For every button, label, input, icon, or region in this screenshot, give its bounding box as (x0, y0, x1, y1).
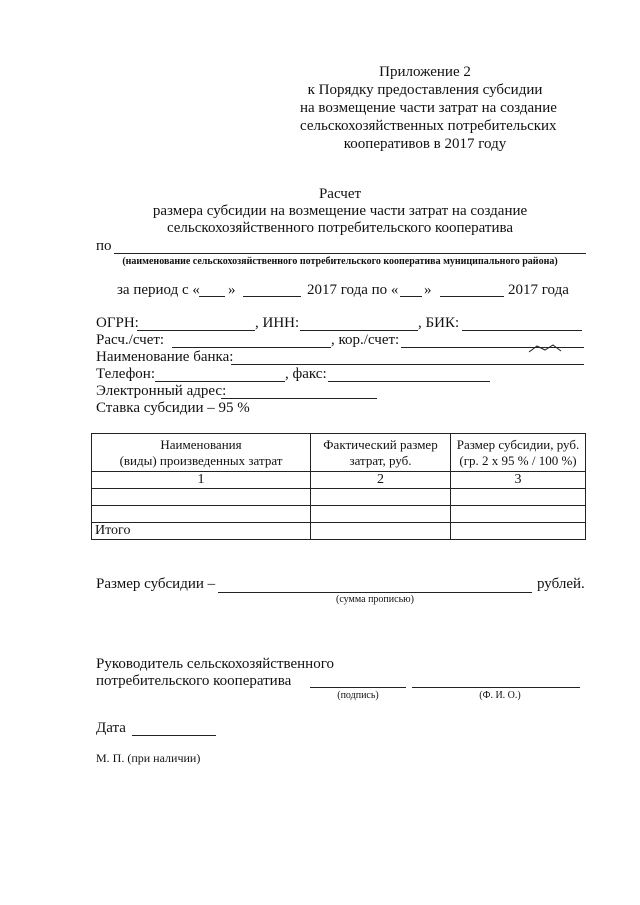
period-to-day-line[interactable] (400, 296, 422, 297)
account-field[interactable] (172, 347, 331, 348)
ogrn-label: ОГРН: (96, 315, 139, 331)
inn-label: , ИНН: (255, 315, 300, 331)
table-cell[interactable] (92, 489, 311, 506)
phone-field[interactable] (155, 381, 285, 382)
period-from-month-line[interactable] (243, 296, 301, 297)
table-numbers-row (92, 472, 586, 489)
ogrn-field[interactable] (137, 330, 255, 331)
fax-label: , факс: (285, 366, 327, 382)
head-title-line1: Руководитель сельскохозяйственного (96, 656, 334, 672)
table-header-row (92, 434, 586, 472)
table-cell[interactable] (311, 523, 451, 540)
appendix-line: сельскохозяйственных потребительских (300, 118, 557, 134)
phone-label: Телефон: (96, 366, 155, 382)
appendix-title: Приложение 2 (379, 64, 471, 80)
column-number: 1 (92, 472, 311, 489)
table-cell[interactable] (311, 506, 451, 523)
table-header-cell: Фактический размер затрат, руб. (311, 434, 451, 472)
period-quote-close: » (228, 282, 236, 298)
document-title: Расчет (318, 186, 362, 202)
table-cell[interactable] (92, 506, 311, 523)
full-name-hint: (Ф. И. О.) (479, 690, 521, 701)
cooperative-name-line[interactable] (114, 253, 586, 254)
document-subtitle: сельскохозяйственного потребительского кооператива (166, 220, 514, 236)
date-field[interactable] (132, 735, 216, 736)
stamp-label: М. П. (при наличии) (96, 751, 201, 765)
signature-hint: (подпись) (337, 690, 379, 701)
table-cell[interactable] (451, 489, 586, 506)
by-label: по (96, 238, 112, 254)
cooperative-name-hint: (наименование сельскохозяйственного потребительского кооператива муниципального района) (122, 256, 558, 267)
period-to-label: 2017 года по « (307, 282, 399, 298)
subsidy-amount-unit: рублей. (537, 576, 585, 592)
table-row (92, 506, 586, 523)
corr-account-label: , кор./счет: (331, 332, 400, 348)
signature-field[interactable] (310, 687, 406, 688)
fax-field[interactable] (328, 381, 490, 382)
table-total-row (92, 523, 586, 540)
appendix-line: на возмещение части затрат на создание (300, 100, 557, 116)
total-label: Итого (92, 523, 311, 540)
calculation-table (91, 433, 586, 540)
inn-field[interactable] (300, 330, 418, 331)
document-subtitle: размера субсидии на возмещение части затрат на создание (152, 203, 528, 219)
period-from-day-line[interactable] (199, 296, 225, 297)
head-title-line2: потребительского кооператива (96, 673, 292, 689)
bank-label: Наименование банка: (96, 349, 234, 365)
account-label: Расч./счет: (96, 332, 165, 348)
subsidy-amount-field[interactable] (218, 592, 532, 593)
period-to-month-line[interactable] (440, 296, 504, 297)
bik-label: , БИК: (418, 315, 460, 331)
subsidy-amount-label: Размер субсидии – (96, 576, 216, 592)
email-field[interactable] (221, 398, 377, 399)
table-header-cell: Наименования (виды) произведенных затрат (92, 434, 311, 472)
email-label: Электронный адрес: (96, 383, 227, 399)
date-label: Дата (96, 720, 126, 736)
column-number: 2 (311, 472, 451, 489)
subsidy-rate: Ставка субсидии – 95 % (96, 400, 250, 416)
full-name-field[interactable] (412, 687, 580, 688)
table-row (92, 489, 586, 506)
table-cell[interactable] (311, 489, 451, 506)
checkmark-scribble-icon (527, 342, 563, 356)
bank-field[interactable] (231, 364, 584, 365)
appendix-line: кооперативов в 2017 году (343, 136, 507, 152)
period-year-label: 2017 года (508, 282, 569, 298)
column-number: 3 (451, 472, 586, 489)
table-cell[interactable] (451, 523, 586, 540)
appendix-line: к Порядку предоставления субсидии (307, 82, 543, 98)
period-from-label: за период с « (117, 282, 200, 298)
bik-field[interactable] (462, 330, 582, 331)
period-quote-close: » (424, 282, 432, 298)
table-cell[interactable] (451, 506, 586, 523)
table-header-cell: Размер субсидии, руб. (гр. 2 x 95 % / 100 %) (451, 434, 586, 472)
subsidy-amount-hint: (сумма прописью) (336, 594, 414, 605)
